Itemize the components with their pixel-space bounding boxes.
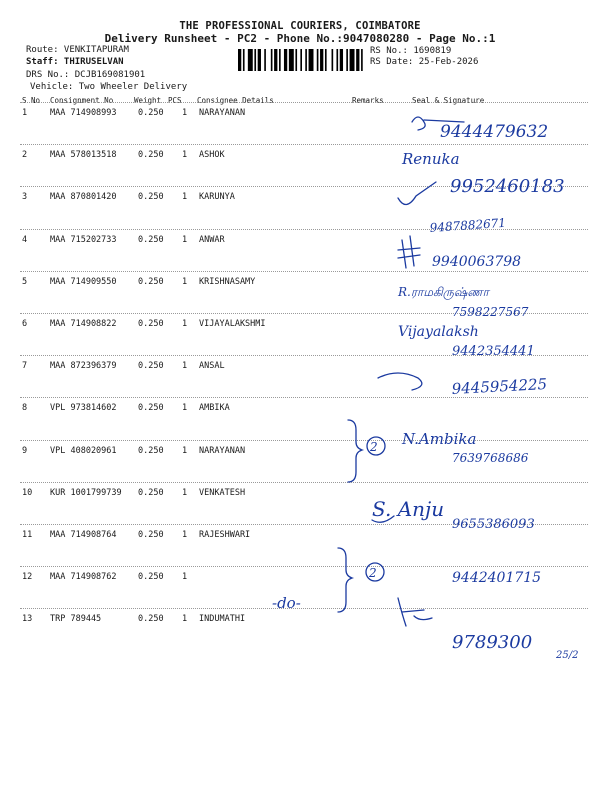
- column-header-weight: Weight: [134, 96, 162, 105]
- row-sno: 4: [22, 234, 28, 245]
- row-consignee-name: NARAYANAN: [199, 445, 246, 456]
- row-pcs: 1: [182, 445, 188, 456]
- row-consignment-no: MAA 578013518: [50, 150, 117, 161]
- row-sno: 3: [22, 192, 28, 203]
- row-pcs: 1: [182, 530, 188, 540]
- row-weight: 0.250: [138, 192, 164, 203]
- drs-number: DRS No.: DCJB169081901: [26, 70, 146, 80]
- row-consignment-no: MAA 714908993: [50, 108, 117, 118]
- hw-phone-6: 9442354441: [452, 344, 535, 359]
- row-weight: 0.250: [138, 530, 164, 540]
- column-header-consignment: Consignment No: [50, 96, 114, 105]
- row-weight: 0.250: [138, 319, 164, 329]
- brace-bottom: [338, 548, 352, 612]
- row-consignee-name: ASHOK: [199, 150, 225, 161]
- rs-date: RS Date: 25-Feb-2026: [370, 57, 479, 67]
- hw-phone-10: 9655386093: [452, 517, 535, 532]
- row-sno: 7: [22, 361, 28, 372]
- row-sno: 11: [22, 530, 33, 540]
- row-consignment-no: VPL 408020961: [50, 445, 117, 456]
- row-consignee-name: NARAYANAN: [199, 108, 246, 118]
- row-weight: 0.250: [138, 403, 164, 414]
- row-consignee-name: INDUMATHI: [199, 614, 246, 625]
- hw-name-2: Renuka: [402, 150, 460, 168]
- row-consignment-no: MAA 870801420: [50, 192, 117, 203]
- signature-hash-4: [398, 236, 420, 268]
- hw-phone-11: 9442401715: [452, 570, 542, 586]
- hw-phone-4: 9940063798: [432, 254, 522, 270]
- hw-phone-3: 9487882671: [429, 215, 507, 235]
- row-consignee-name: VIJAYALAKSHMI: [199, 319, 266, 329]
- row-pcs: 1: [182, 319, 188, 329]
- row-sno: 5: [22, 276, 28, 287]
- brace-top: [348, 420, 362, 482]
- row-consignee-name: KRISHNASAMY: [199, 276, 256, 287]
- company-name: THE PROFESSIONAL COURIERS, COIMBATORE: [179, 20, 421, 32]
- hw-ditto-mark: -do-: [272, 594, 301, 612]
- row-weight: 0.250: [138, 487, 164, 498]
- hw-phone-8: 7639768686: [452, 451, 529, 465]
- row-consignment-no: MAA 872396379: [50, 361, 117, 372]
- row-pcs: 1: [182, 192, 188, 203]
- column-header-signature: Seal & Signature: [412, 96, 485, 105]
- row-weight: 0.250: [138, 108, 164, 118]
- hw-name-10: S. Anju: [372, 497, 445, 521]
- row-sno: 6: [22, 319, 28, 329]
- hw-name-8: N.Ambika: [402, 430, 477, 448]
- signature-check-3: [398, 182, 436, 205]
- row-pcs: 1: [182, 276, 188, 287]
- hw-phone-7: 9445954225: [451, 375, 548, 398]
- row-pcs: 1: [182, 108, 188, 118]
- route-info: Route: VENKITAPURAM: [26, 45, 129, 55]
- hw-date-13: 25/2: [556, 650, 579, 661]
- row-pcs: 1: [182, 614, 188, 625]
- signature-scribble-13: [398, 598, 432, 626]
- hw-brace-number-top: 2: [370, 440, 378, 454]
- vehicle-info: Vehicle: Two Wheeler Delivery: [30, 82, 188, 92]
- row-weight: 0.250: [138, 445, 164, 456]
- row-sno: 13: [22, 614, 33, 625]
- row-consignee-name: KARUNYA: [199, 192, 235, 203]
- row-consignee-name: VENKATESH: [199, 487, 246, 498]
- hw-name-5: R.ராமகிருஷ்ணா: [398, 285, 489, 299]
- hw-brace-number-bottom: 2: [369, 566, 377, 580]
- runsheet-title: Delivery Runsheet - PC2 - Phone No.:9047080280 - Page No.:1: [104, 32, 496, 45]
- row-consignment-no: MAA 714908762: [50, 572, 117, 583]
- hw-phone-1: 9444479632: [440, 122, 549, 142]
- row-sno: 9: [22, 445, 28, 456]
- column-header-pcs: PCS: [168, 96, 182, 105]
- row-sno: 10: [22, 487, 33, 498]
- row-consignment-no: MAA 715202733: [50, 234, 117, 245]
- row-weight: 0.250: [138, 150, 164, 161]
- row-consignee-name: AMBIKA: [199, 403, 230, 414]
- row-sno: 12: [22, 572, 33, 583]
- row-weight: 0.250: [138, 234, 164, 245]
- staff-info: Staff: THIRUSELVAN: [26, 57, 124, 67]
- rs-number: RS No.: 1690819: [370, 46, 452, 56]
- row-consignee-name: ANSAL: [199, 361, 225, 372]
- row-sno: 2: [22, 150, 28, 161]
- row-weight: 0.250: [138, 276, 164, 287]
- row-consignment-no: VPL 973814602: [50, 403, 117, 414]
- row-weight: 0.250: [138, 361, 164, 372]
- column-header-sno: S No: [22, 96, 41, 105]
- row-pcs: 1: [182, 572, 188, 583]
- column-header-remarks: Remarks: [352, 96, 384, 105]
- row-consignment-no: MAA 714908822: [50, 319, 117, 329]
- row-sno: 1: [22, 108, 28, 118]
- hw-phone-2: 9952460183: [450, 176, 565, 197]
- row-pcs: 1: [182, 234, 188, 245]
- column-header-consignee: Consignee Details: [197, 96, 274, 105]
- row-consignee-name: ANWAR: [199, 234, 225, 245]
- row-weight: 0.250: [138, 614, 164, 625]
- row-consignment-no: KUR 1001799739: [50, 487, 122, 498]
- row-consignment-no: TRP 789445: [50, 614, 102, 625]
- row-pcs: 1: [182, 487, 188, 498]
- row-consignment-no: MAA 714909550: [50, 276, 117, 287]
- row-sno: 8: [22, 403, 28, 414]
- row-consignee-name: RAJESHWARI: [199, 530, 251, 540]
- hw-name-6: Vijayalaksh: [398, 324, 479, 340]
- row-pcs: 1: [182, 403, 188, 414]
- row-pcs: 1: [182, 361, 188, 372]
- row-weight: 0.250: [138, 572, 164, 583]
- row-consignment-no: MAA 714908764: [50, 530, 117, 540]
- hw-phone-13: 9789300: [452, 632, 533, 653]
- hw-phone-5: 7598227567: [452, 305, 529, 319]
- signature-swirl-7: [378, 373, 422, 390]
- row-pcs: 1: [182, 150, 188, 161]
